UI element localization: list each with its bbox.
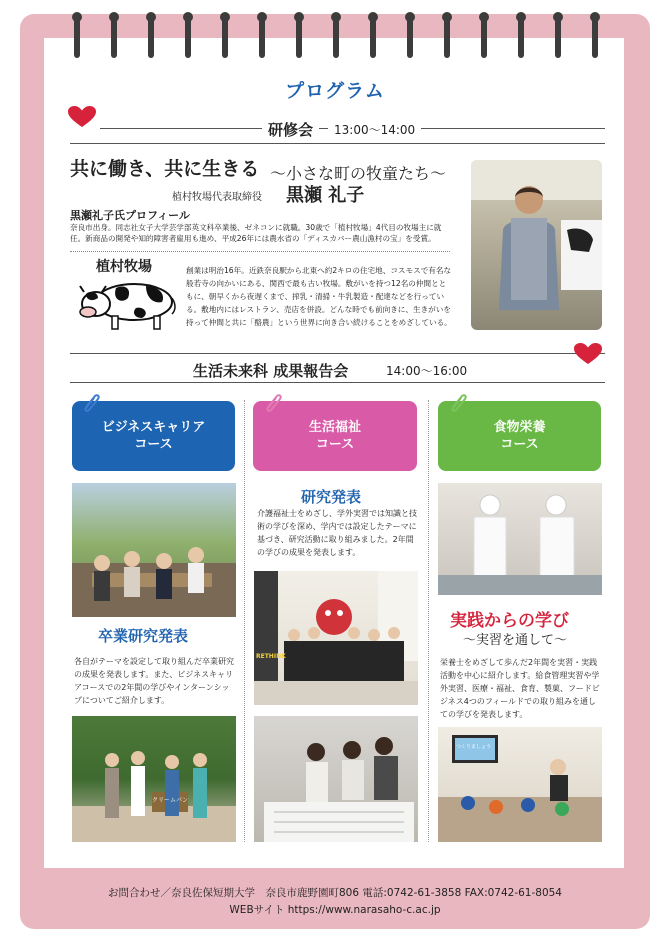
bread-sign: クリームパン (152, 797, 189, 804)
website-link[interactable]: WEBサイト https://www.narasaho-c.ac.jp (229, 904, 441, 916)
welfare-photo-group (254, 571, 418, 705)
screen-text: つくりましょう (456, 744, 492, 750)
speaker-name: 黒瀬 礼子 (286, 185, 365, 206)
paperclip-icon (262, 391, 284, 413)
section-rule (70, 143, 605, 144)
paperclip-icon (447, 391, 469, 413)
heart-icon (68, 106, 96, 128)
lecture-subtitle: ～小さな町の牧童たち～ (270, 164, 447, 183)
course-heading: 研究発表 (301, 488, 362, 506)
cow-illustration (76, 274, 178, 332)
lecture-title: 共に働き、共に生きる (70, 158, 260, 180)
farm-text: 創業は明治16年。近鉄奈良駅から北東へ約2キロの住宅地、コスモスで有名な般若寺の向かいにある、関西で最も古い牧場。敷がいを持つ12名の仲間とともに、朝早くから夜遅くまで、搾乳・清掃・牛乳製造・配達などを行っている。敷地内にはレストラン、売店を併設。どんな時でも前向きに、生きがいを持って仲間と共に「酪農」という世界に向き合い続けることをめざしている。 (186, 266, 452, 327)
heart-icon (574, 343, 602, 365)
report-label: 生活未来科 成果報告会 (193, 362, 349, 380)
profile-text: 奈良市出身。同志社女子大学芸学部英文科卒業後、ゼネコンに就職。30歳で「植村牧場」4代目の牧場主に就任。新商品の開発や知的障害者雇用も進め、平成26年には農水省の「ディスカバー農山漁村の宝」を受賞。 (70, 223, 442, 243)
course-name: 食物栄養 コース (493, 420, 546, 452)
section-rule (70, 382, 605, 383)
program-title: プログラム (285, 80, 385, 102)
seminar-label: 研修会 (262, 119, 319, 140)
contact-info: お問合わせ／奈良佐保短期大学 奈良市鹿野園町806 電話:0742-61-3858 FAX:0742-61-8054 (107, 887, 562, 899)
business-photo-outdoor (72, 716, 236, 842)
nutrition-photo-kitchen (438, 483, 602, 595)
course-heading: 実践からの学び (450, 611, 569, 631)
speaker-photo (471, 160, 602, 330)
course-text: 介護福祉士をめざし、学外実習では知識と技術の学びを深め、学内では設定したテーマに基づき、研究活動に取り組みました。2年間の学びの成果を発表します。 (257, 509, 417, 557)
dotted-divider (70, 251, 450, 252)
section-rule (70, 353, 605, 354)
paperclip-icon (80, 391, 102, 413)
course-heading: 卒業研究発表 (98, 627, 189, 645)
report-time: 14:00～16:00 (386, 364, 468, 378)
course-subheading: ～実習を通して～ (463, 633, 568, 648)
welfare-photo-workshop (254, 716, 418, 842)
column-divider (428, 400, 429, 842)
seminar-time: 13:00～14:00 (328, 121, 421, 138)
panel-label: RETHINK (256, 653, 286, 660)
farm-name: 植村牧場 (96, 259, 152, 275)
course-name: 生活福祉 コース (308, 420, 361, 452)
nutrition-photo-class (438, 727, 602, 842)
profile-heading: 黒瀬礼子氏プロフィール (70, 209, 190, 222)
business-photo-classroom (72, 483, 236, 617)
column-divider (244, 400, 245, 842)
speaker-role: 植村牧場代表取締役 (172, 192, 262, 203)
course-name: ビジネスキャリア コース (101, 420, 206, 452)
course-text: 各自がテーマを設定して取り組んだ卒業研究の成果を発表します。また、ビジネスキャリアコースでの2年間の学びやインターンシップについてご紹介します。 (74, 657, 234, 705)
course-text: 栄養士をめざして歩んだ2年間を実習・実践活動を中心に紹介します。給食管理実習や学外実習、医療・福祉、食育、製菓、フードビジネス4つのフィールドでの取り組みを通しての学びを発表します。 (440, 658, 600, 719)
